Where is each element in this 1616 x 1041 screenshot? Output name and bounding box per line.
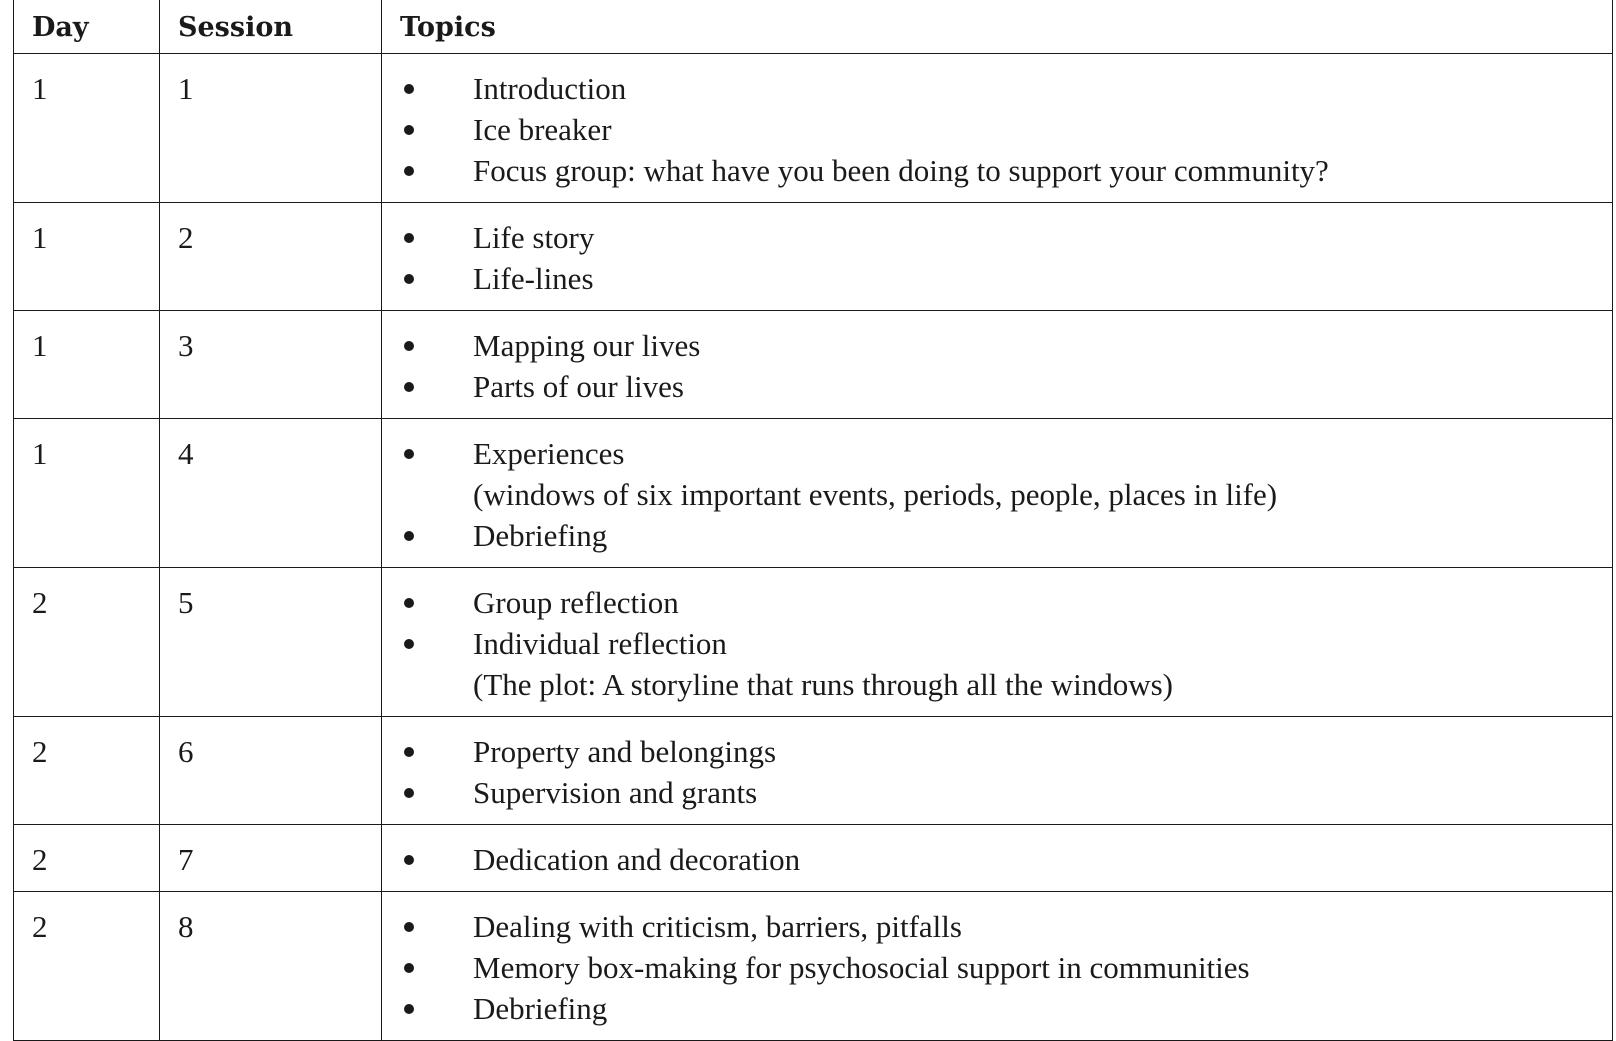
topic-item [400, 109, 1612, 150]
session-schedule-table [13, 0, 1613, 1041]
table-row [14, 567, 1613, 716]
topic-text: Parts of our lives [473, 368, 684, 404]
topic-note: (The plot: A storyline that runs through all the windows) [473, 666, 1173, 702]
topic-text: Experiences [473, 435, 625, 471]
header-topics: Topics [382, 0, 1613, 53]
topic-item [400, 217, 1612, 258]
topics-cell [382, 824, 1613, 891]
table-body [14, 53, 1613, 1040]
topic-text: Supervision and grants [473, 774, 758, 810]
topic-text: Life story [473, 219, 595, 255]
topic-text: Property and belongings [473, 733, 777, 769]
topics-cell [382, 202, 1613, 310]
header-session: Session [160, 0, 382, 53]
topic-item [400, 582, 1612, 623]
topics-cell [382, 53, 1613, 202]
session-cell: 4 [160, 418, 382, 567]
topics-cell [382, 418, 1613, 567]
topic-item [400, 258, 1612, 299]
topic-list [400, 433, 1612, 556]
topic-text: Life-lines [473, 260, 594, 296]
topic-item [400, 906, 1612, 947]
topic-item [400, 623, 1612, 705]
topics-cell [382, 310, 1613, 418]
day-cell: 2 [14, 891, 160, 1040]
table-row [14, 716, 1613, 824]
topic-item [400, 731, 1612, 772]
topic-list [400, 582, 1612, 705]
day-cell: 1 [14, 418, 160, 567]
session-cell: 2 [160, 202, 382, 310]
topic-item [400, 433, 1612, 515]
topic-list [400, 731, 1612, 813]
topic-list [400, 68, 1612, 191]
topic-item [400, 366, 1612, 407]
session-cell: 8 [160, 891, 382, 1040]
topic-text: Individual reflection [473, 625, 727, 661]
topic-text: Memory box-making for psychosocial support in communities [473, 949, 1250, 985]
topic-item [400, 68, 1612, 109]
topic-text: Ice breaker [473, 111, 612, 147]
table-row [14, 418, 1613, 567]
table-row [14, 310, 1613, 418]
topic-list [400, 906, 1612, 1029]
topic-list [400, 217, 1612, 299]
day-cell: 2 [14, 824, 160, 891]
topic-note: (windows of six important events, periods, people, places in life) [473, 476, 1278, 512]
topic-text: Debriefing [473, 990, 608, 1026]
table-row [14, 824, 1613, 891]
day-cell: 1 [14, 202, 160, 310]
topic-item [400, 839, 1612, 880]
topic-item [400, 772, 1612, 813]
table-row [14, 53, 1613, 202]
topic-item [400, 325, 1612, 366]
session-cell: 5 [160, 567, 382, 716]
day-cell: 2 [14, 567, 160, 716]
topic-text: Mapping our lives [473, 327, 701, 363]
topic-item [400, 515, 1612, 556]
topic-item [400, 947, 1612, 988]
day-cell: 1 [14, 310, 160, 418]
topic-text: Group reflection [473, 584, 679, 620]
topic-text: Dedication and decoration [473, 841, 801, 877]
table-row [14, 202, 1613, 310]
topic-text: Introduction [473, 70, 627, 106]
session-cell: 7 [160, 824, 382, 891]
session-cell: 6 [160, 716, 382, 824]
topics-cell [382, 716, 1613, 824]
session-cell: 1 [160, 53, 382, 202]
day-cell: 2 [14, 716, 160, 824]
topic-list [400, 325, 1612, 407]
day-cell: 1 [14, 53, 160, 202]
topic-list [400, 839, 1612, 880]
topic-item [400, 150, 1612, 191]
topic-text: Focus group: what have you been doing to support your community? [473, 152, 1329, 188]
table-header [14, 0, 1613, 53]
session-cell: 3 [160, 310, 382, 418]
topics-cell [382, 567, 1613, 716]
topic-item [400, 988, 1612, 1029]
topic-text: Debriefing [473, 517, 608, 553]
header-row [14, 0, 1613, 53]
topic-text: Dealing with criticism, barriers, pitfalls [473, 908, 962, 944]
header-day: Day [14, 0, 160, 53]
